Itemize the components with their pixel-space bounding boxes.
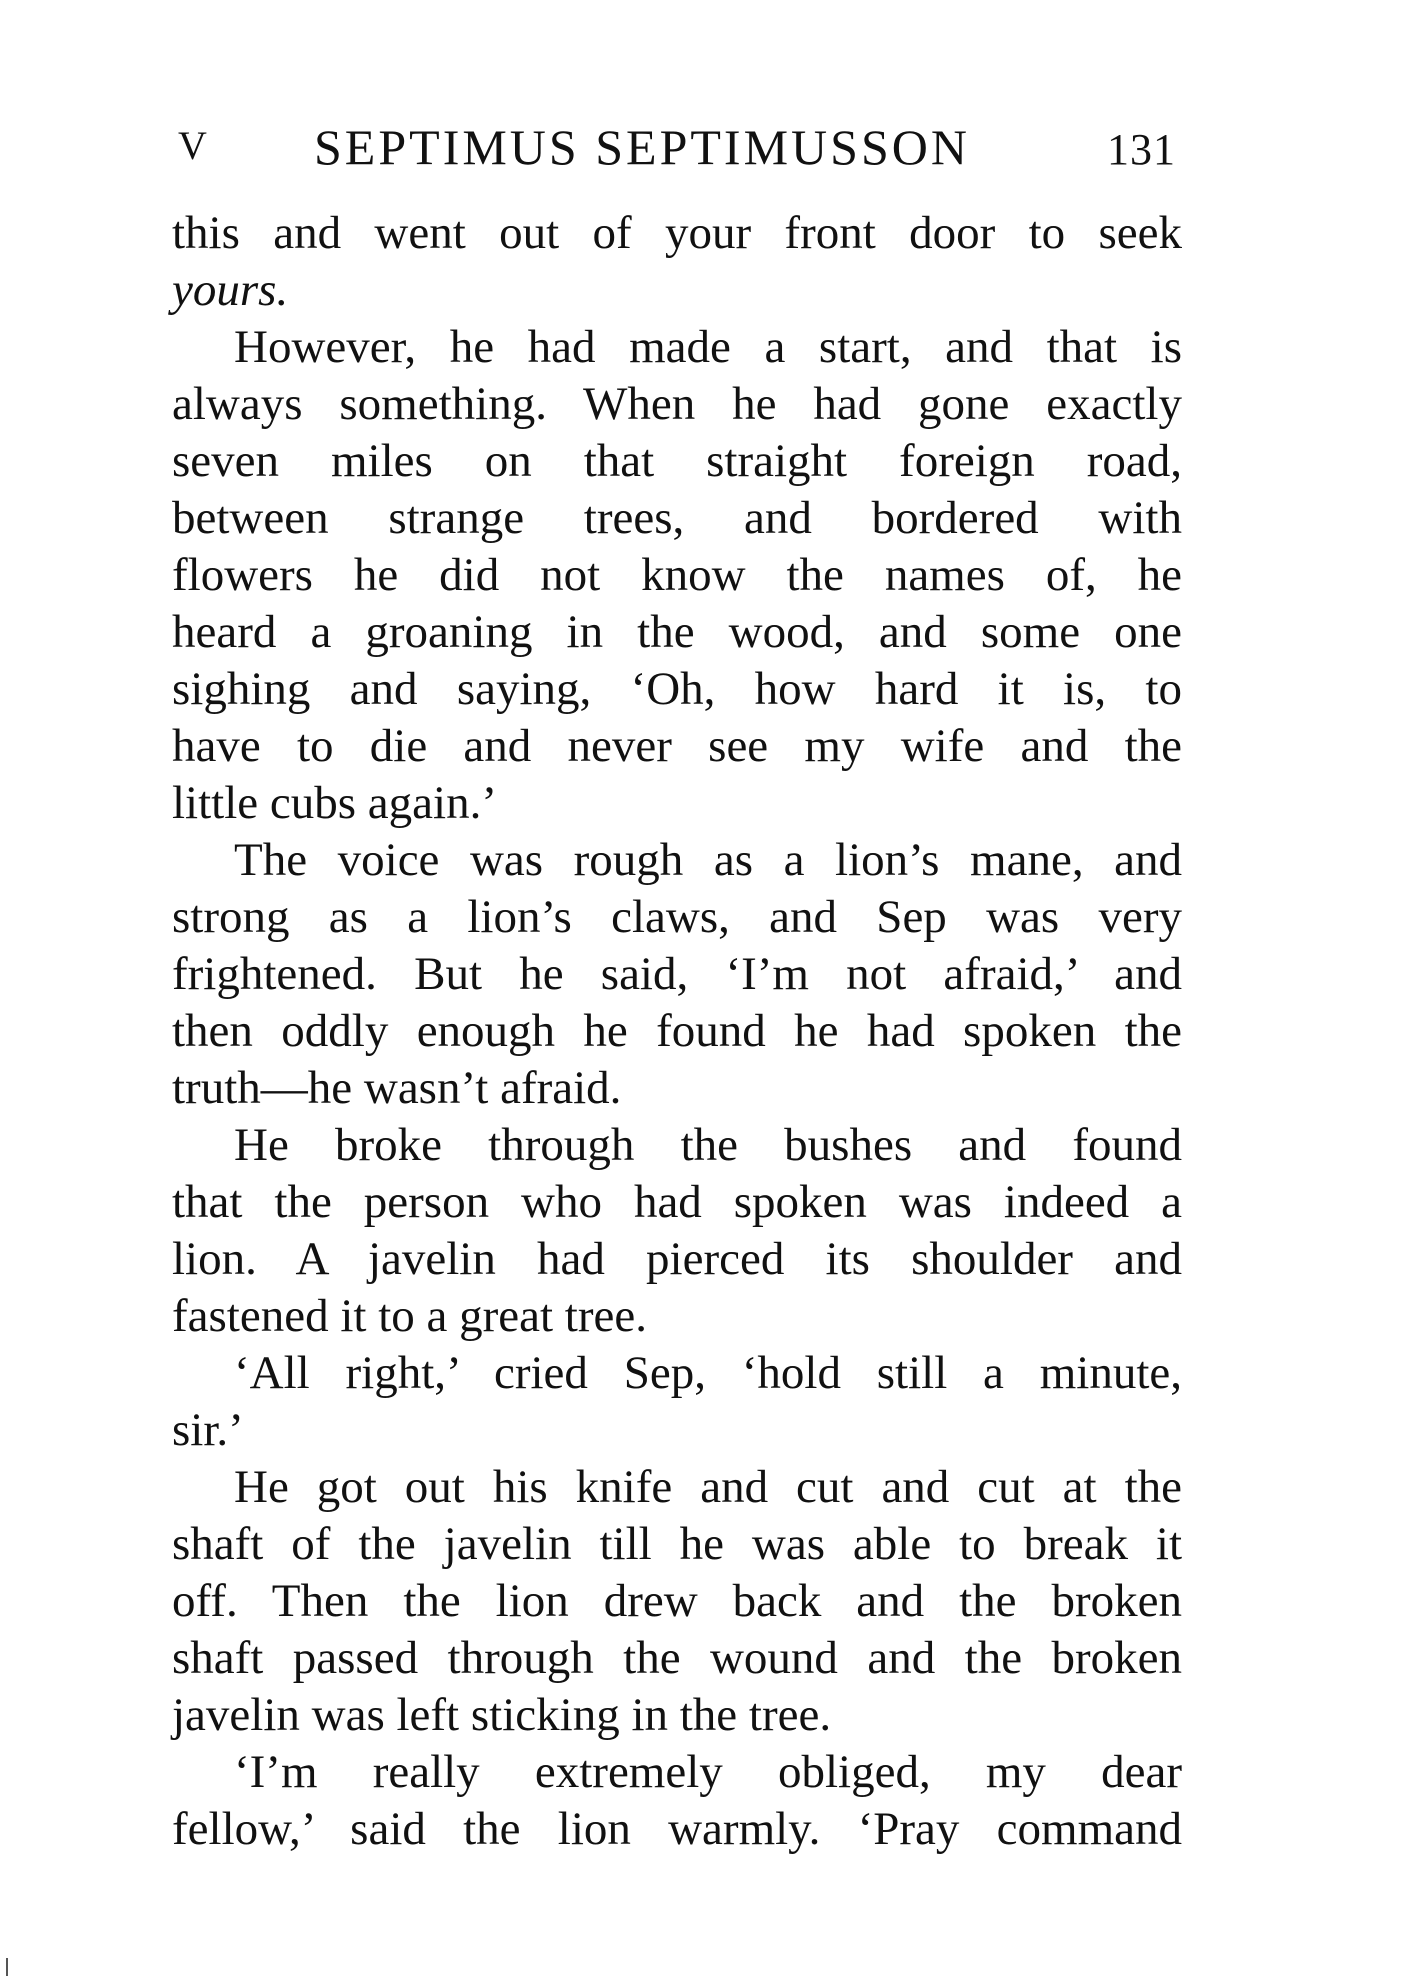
text-line: However, he had made a start, and that is [234, 321, 1182, 373]
text-line: lion. A javelin had pierced its shoulder and [172, 1233, 1182, 1285]
text-line: this and went out of your front door to seek [172, 207, 1182, 259]
text-line: flowers he did not know the names of, he [172, 549, 1182, 601]
text-line: yours. [172, 264, 289, 316]
text-line: He got out his knife and cut and cut at the [234, 1461, 1182, 1513]
text-line: that the person who had spoken was indeed a [172, 1176, 1182, 1228]
text-line: ‘All right,’ cried Sep, ‘hold still a minute, [234, 1347, 1182, 1399]
text-line: The voice was rough as a lion’s mane, and [234, 834, 1182, 886]
text-line: seven miles on that straight foreign road, [172, 435, 1182, 487]
text-line: fastened it to a great tree. [172, 1290, 647, 1342]
text-line: shaft of the javelin till he was able to break it [172, 1518, 1182, 1570]
chapter-number: V [178, 123, 207, 168]
text-line: heard a groaning in the wood, and some one [172, 606, 1182, 658]
text-line: fellow,’ said the lion warmly. ‘Pray command [172, 1803, 1182, 1855]
running-title: SEPTIMUS SEPTIMUSSON [314, 119, 970, 175]
text-line: truth—he wasn’t afraid. [172, 1062, 622, 1114]
body-text [172, 205, 1182, 1858]
running-head [174, 118, 1178, 182]
scan-margin-mark [6, 1958, 8, 1976]
text-line: little cubs again.’ [172, 777, 497, 829]
text-line: javelin was left sticking in the tree. [172, 1689, 832, 1741]
text-line: He broke through the bushes and found [234, 1119, 1182, 1171]
text-line: between strange trees, and bordered with [172, 492, 1182, 544]
text-line: frightened. But he said, ‘I’m not afraid,’ and [172, 948, 1182, 1000]
text-line: strong as a lion’s claws, and Sep was very [172, 891, 1182, 943]
text-line: always something. When he had gone exactly [172, 378, 1182, 430]
text-line: have to die and never see my wife and the [172, 720, 1182, 772]
text-line: shaft passed through the wound and the broken [172, 1632, 1182, 1684]
text-line: off. Then the lion drew back and the broken [172, 1575, 1182, 1627]
text-line: ‘I’m really extremely obliged, my dear [234, 1746, 1182, 1798]
text-line: sir.’ [172, 1404, 244, 1456]
text-line: then oddly enough he found he had spoken the [172, 1005, 1182, 1057]
page-number: 131 [1107, 125, 1176, 174]
text-line: sighing and saying, ‘Oh, how hard it is, to [172, 663, 1182, 715]
